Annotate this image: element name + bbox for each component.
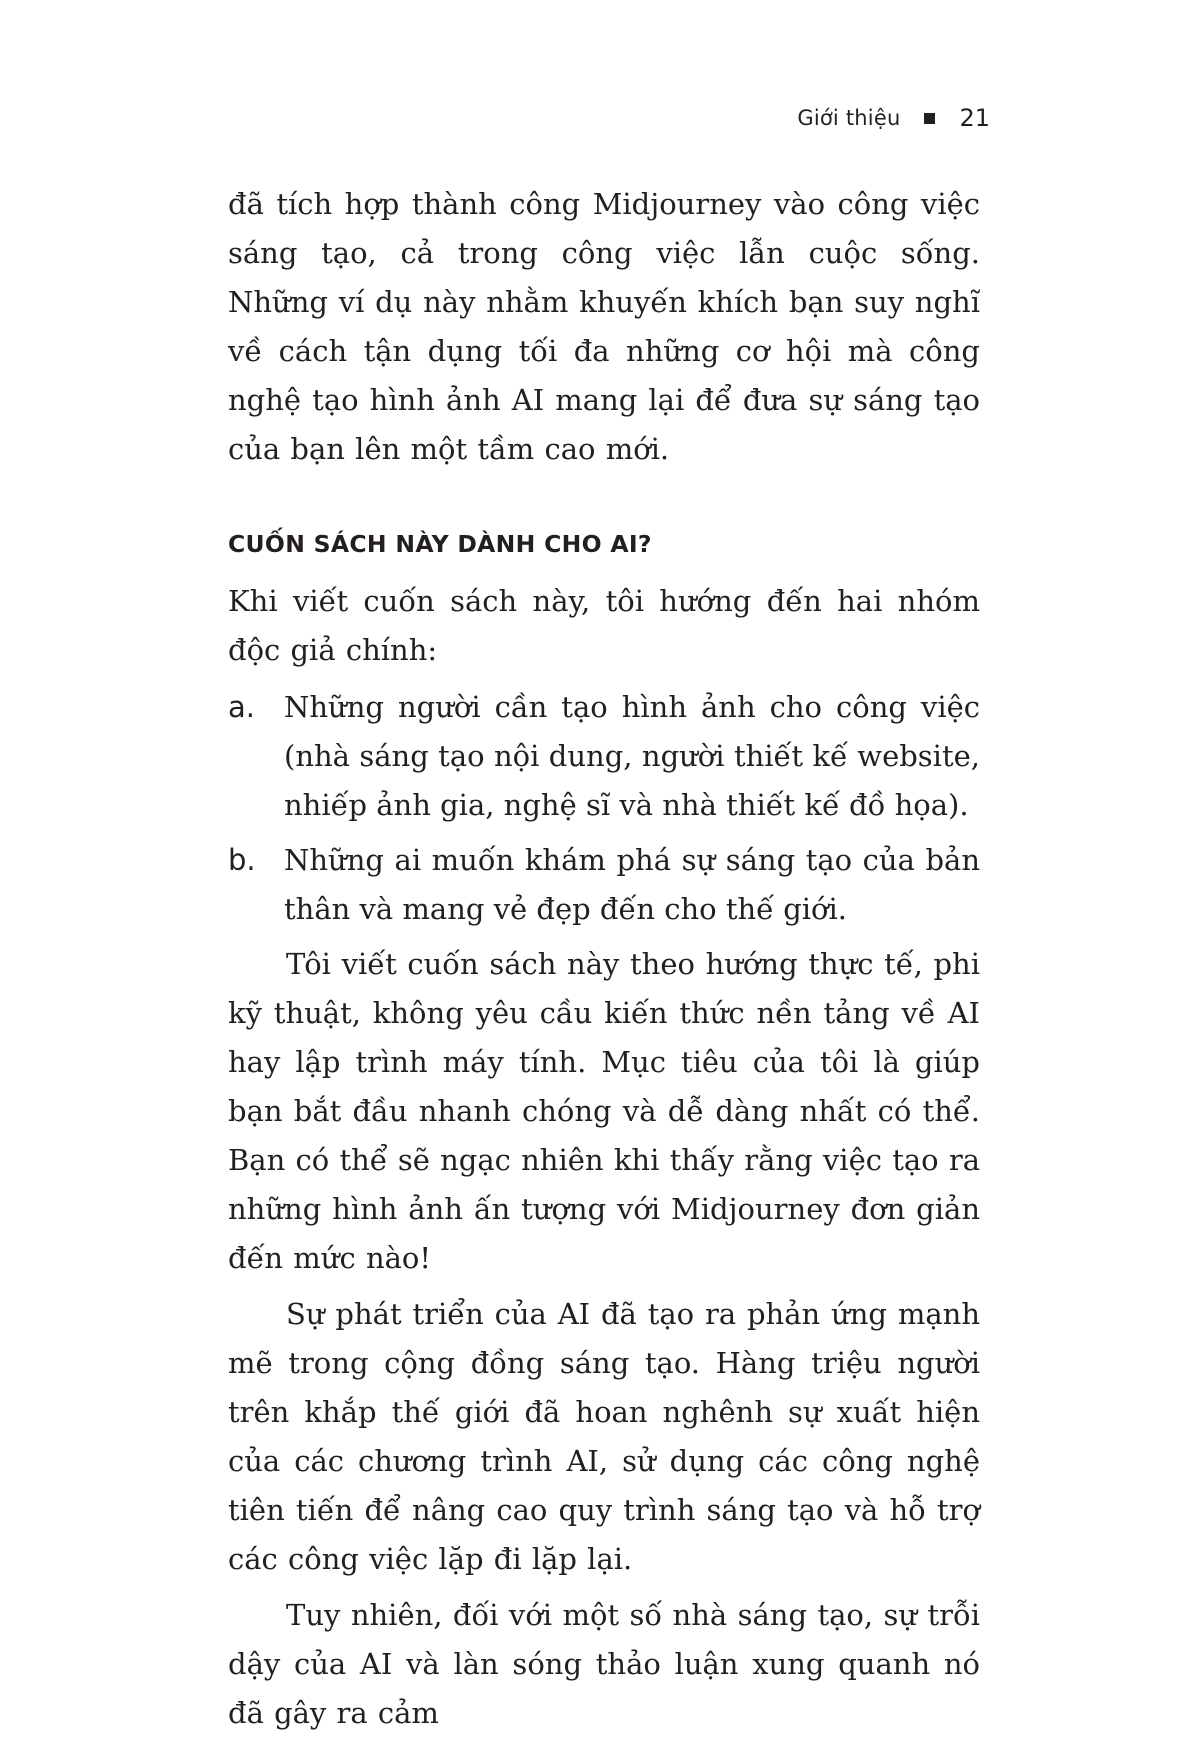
lead-paragraph: Khi viết cuốn sách này, tôi hướng đến hai nhóm độc giả chính: bbox=[228, 584, 980, 667]
page-number: 21 bbox=[959, 104, 990, 132]
chapter-title: Giới thiệu bbox=[797, 106, 901, 130]
list-marker: b. bbox=[228, 843, 256, 877]
running-header bbox=[797, 104, 990, 132]
body-paragraph: Tôi viết cuốn sách này theo hướng thực tế, phi kỹ thuật, không yêu cầu kiến thức nền tảng về AI hay lập trình máy tính. Mục tiêu của tôi là giúp bạn bắt đầu nhanh chóng và dễ dàng nhất có thể. Bạn có thể sẽ ngạc nhiên khi thấy rằng việc tạo ra những hình ảnh ấn tượng với Midjourney đơn giản đến mức nào! bbox=[228, 947, 980, 1275]
list-marker: a. bbox=[228, 690, 255, 724]
square-bullet-icon bbox=[924, 113, 935, 124]
intro-paragraph: đã tích hợp thành công Midjourney vào công việc sáng tạo, cả trong công việc lẫn cuộc sống. Những ví dụ này nhằm khuyến khích bạn suy nghĩ về cách tận dụng tối đa những cơ hội mà công nghệ tạo hình ảnh AI mang lại để đưa sự sáng tạo của bạn lên một tầm cao mới. bbox=[228, 187, 980, 466]
list-item-text: Những người cần tạo hình ảnh cho công việc (nhà sáng tạo nội dung, người thiết kế website, nhiếp ảnh gia, nghệ sĩ và nhà thiết kế đồ họa). bbox=[284, 690, 980, 822]
list-item bbox=[228, 683, 980, 830]
audience-list bbox=[228, 683, 980, 934]
body-paragraph: Sự phát triển của AI đã tạo ra phản ứng mạnh mẽ trong cộng đồng sáng tạo. Hàng triệu người trên khắp thế giới đã hoan nghênh sự xuất hiện của các chương trình AI, sử dụng các công nghệ tiên tiến để nâng cao quy trình sáng tạo và hỗ trợ các công việc lặp đi lặp lại. bbox=[228, 1297, 980, 1576]
list-item bbox=[228, 836, 980, 934]
body-paragraph: Tuy nhiên, đối với một số nhà sáng tạo, sự trỗi dậy của AI và làn sóng thảo luận xung quanh nó đã gây ra cảm bbox=[228, 1598, 980, 1730]
section-heading: CUỐN SÁCH NÀY DÀNH CHO AI? bbox=[228, 530, 652, 558]
list-item-text: Những ai muốn khám phá sự sáng tạo của bản thân và mang vẻ đẹp đến cho thế giới. bbox=[284, 843, 980, 926]
page-body bbox=[228, 180, 980, 1738]
